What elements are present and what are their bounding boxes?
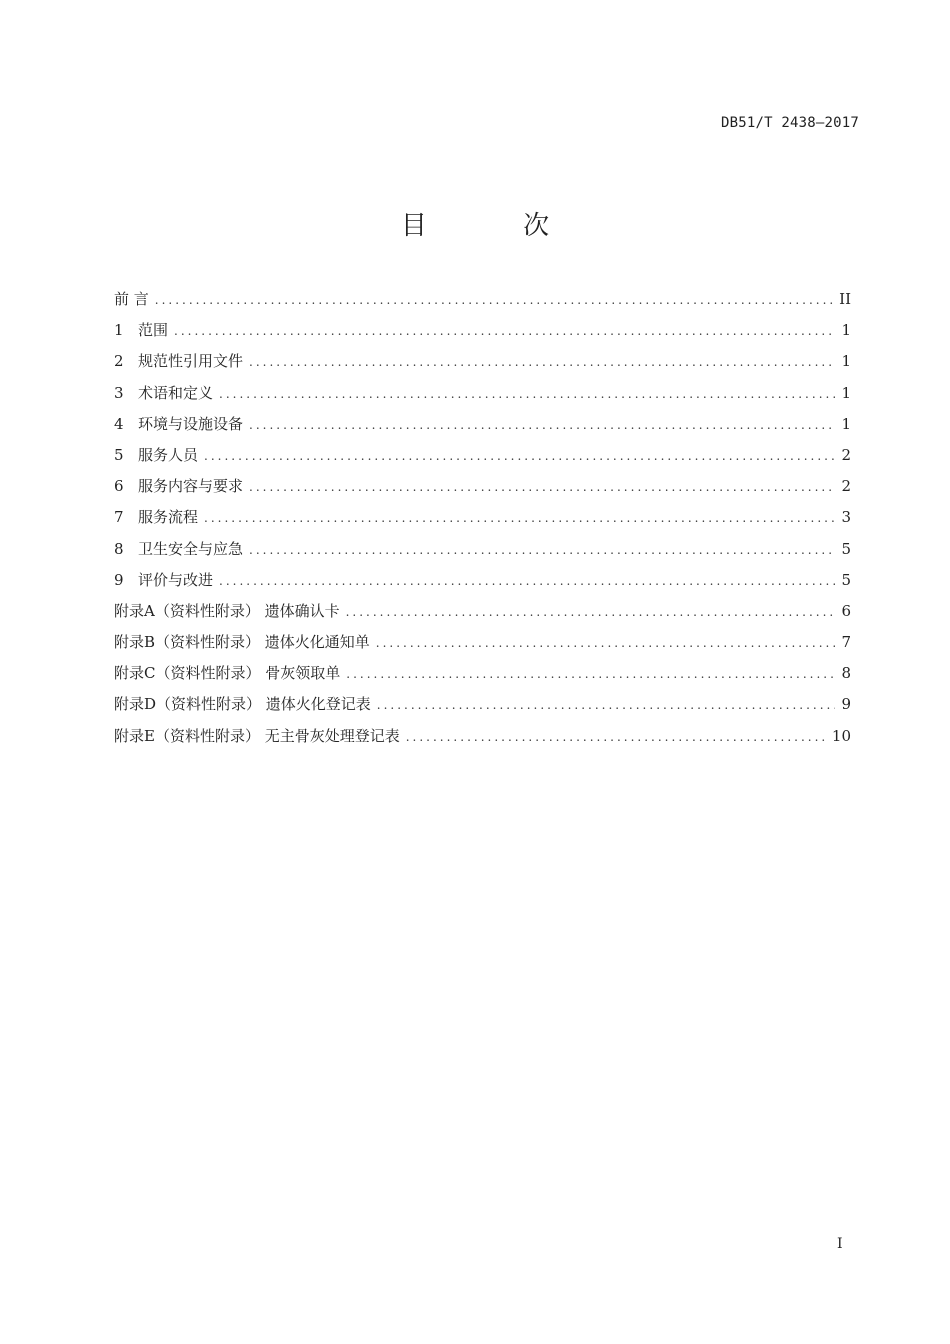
toc-entry-label: 服务流程 xyxy=(138,508,199,527)
toc-entry-number: 8 xyxy=(114,539,124,558)
toc-entry-2[interactable] xyxy=(114,346,851,377)
toc-leader xyxy=(249,347,835,378)
toc-entry-page: 9 xyxy=(841,695,851,714)
toc-entry-appendix-a[interactable] xyxy=(114,596,851,627)
toc-entry-page: 10 xyxy=(831,726,851,745)
toc-leader xyxy=(219,379,835,410)
toc-leader xyxy=(204,441,835,472)
toc-entry-number: 9 xyxy=(114,570,124,589)
toc-entry-5[interactable] xyxy=(114,440,851,471)
toc-entry-1[interactable] xyxy=(114,315,851,346)
toc-leader xyxy=(249,410,835,441)
toc-entry-label: 卫生安全与应急 xyxy=(138,539,244,558)
toc-entry-6[interactable] xyxy=(114,471,851,502)
toc-entry-page: 3 xyxy=(841,508,851,527)
toc-leader xyxy=(346,597,835,628)
toc-entry-foreword[interactable] xyxy=(114,284,851,315)
document-code: DB51/T 2438—2017 xyxy=(720,115,859,131)
toc-entry-page: 1 xyxy=(841,321,851,340)
toc-leader xyxy=(377,690,835,721)
toc-entry-9[interactable] xyxy=(114,565,851,596)
toc-entry-appendix-c[interactable] xyxy=(114,658,851,689)
toc-entry-page: 5 xyxy=(841,570,851,589)
toc-entry-page: 2 xyxy=(841,477,851,496)
toc-entry-number: 3 xyxy=(114,383,124,402)
toc-entry-label: 术语和定义 xyxy=(138,383,214,402)
toc-leader xyxy=(249,472,835,503)
toc-entry-appendix-d[interactable] xyxy=(114,689,851,720)
toc-entry-page: 1 xyxy=(841,383,851,402)
toc-entry-label: 环境与设施设备 xyxy=(138,414,244,433)
toc-entry-page: 8 xyxy=(841,664,851,683)
toc-leader xyxy=(346,659,835,690)
toc-entry-page: 7 xyxy=(841,633,851,652)
toc-entry-page: 1 xyxy=(841,352,851,371)
toc-leader xyxy=(376,628,835,659)
toc-entry-label: 服务人员 xyxy=(138,445,199,464)
toc-entry-4[interactable] xyxy=(114,409,851,440)
toc-entry-number: 5 xyxy=(114,445,124,464)
toc-entry-label: 附录B（资料性附录） 遗体火化通知单 xyxy=(114,633,370,652)
toc-entry-7[interactable] xyxy=(114,502,851,533)
toc-entry-8[interactable] xyxy=(114,534,851,565)
toc-entry-appendix-e[interactable] xyxy=(114,721,851,752)
toc-entry-label: 前 言 xyxy=(114,290,149,308)
toc-leader xyxy=(406,722,826,753)
toc-entry-page: 6 xyxy=(841,601,851,620)
toc-entry-number: 1 xyxy=(114,321,124,340)
toc-leader xyxy=(155,285,833,316)
toc-entry-page: II xyxy=(839,290,851,308)
toc-entry-label: 规范性引用文件 xyxy=(138,352,244,371)
toc-entry-number: 4 xyxy=(114,414,124,433)
toc-entry-3[interactable] xyxy=(114,378,851,409)
toc-entry-page: 1 xyxy=(841,414,851,433)
toc-entry-number: 2 xyxy=(114,352,124,371)
toc-entry-label: 附录D（资料性附录） 遗体火化登记表 xyxy=(114,695,371,714)
toc-leader xyxy=(204,503,835,534)
toc-title: 目 次 xyxy=(400,211,594,241)
toc-leader xyxy=(219,566,835,597)
toc-entry-number: 7 xyxy=(114,508,124,527)
toc-leader xyxy=(174,316,835,347)
toc-entry-label: 附录C（资料性附录） 骨灰领取单 xyxy=(114,664,341,683)
toc-entry-label: 评价与改进 xyxy=(138,570,214,589)
toc-entry-page: 5 xyxy=(841,539,851,558)
toc-entry-page: 2 xyxy=(841,445,851,464)
toc-entry-appendix-b[interactable] xyxy=(114,627,851,658)
toc-entry-label: 附录E（资料性附录） 无主骨灰处理登记表 xyxy=(114,726,400,745)
toc-entry-label: 服务内容与要求 xyxy=(138,477,244,496)
toc-entry-label: 附录A（资料性附录） 遗体确认卡 xyxy=(114,601,340,620)
toc-entry-number: 6 xyxy=(114,477,124,496)
toc-list xyxy=(114,284,851,752)
toc-leader xyxy=(249,535,835,566)
toc-entry-label: 范围 xyxy=(138,321,169,340)
page-number: I xyxy=(837,1236,843,1252)
